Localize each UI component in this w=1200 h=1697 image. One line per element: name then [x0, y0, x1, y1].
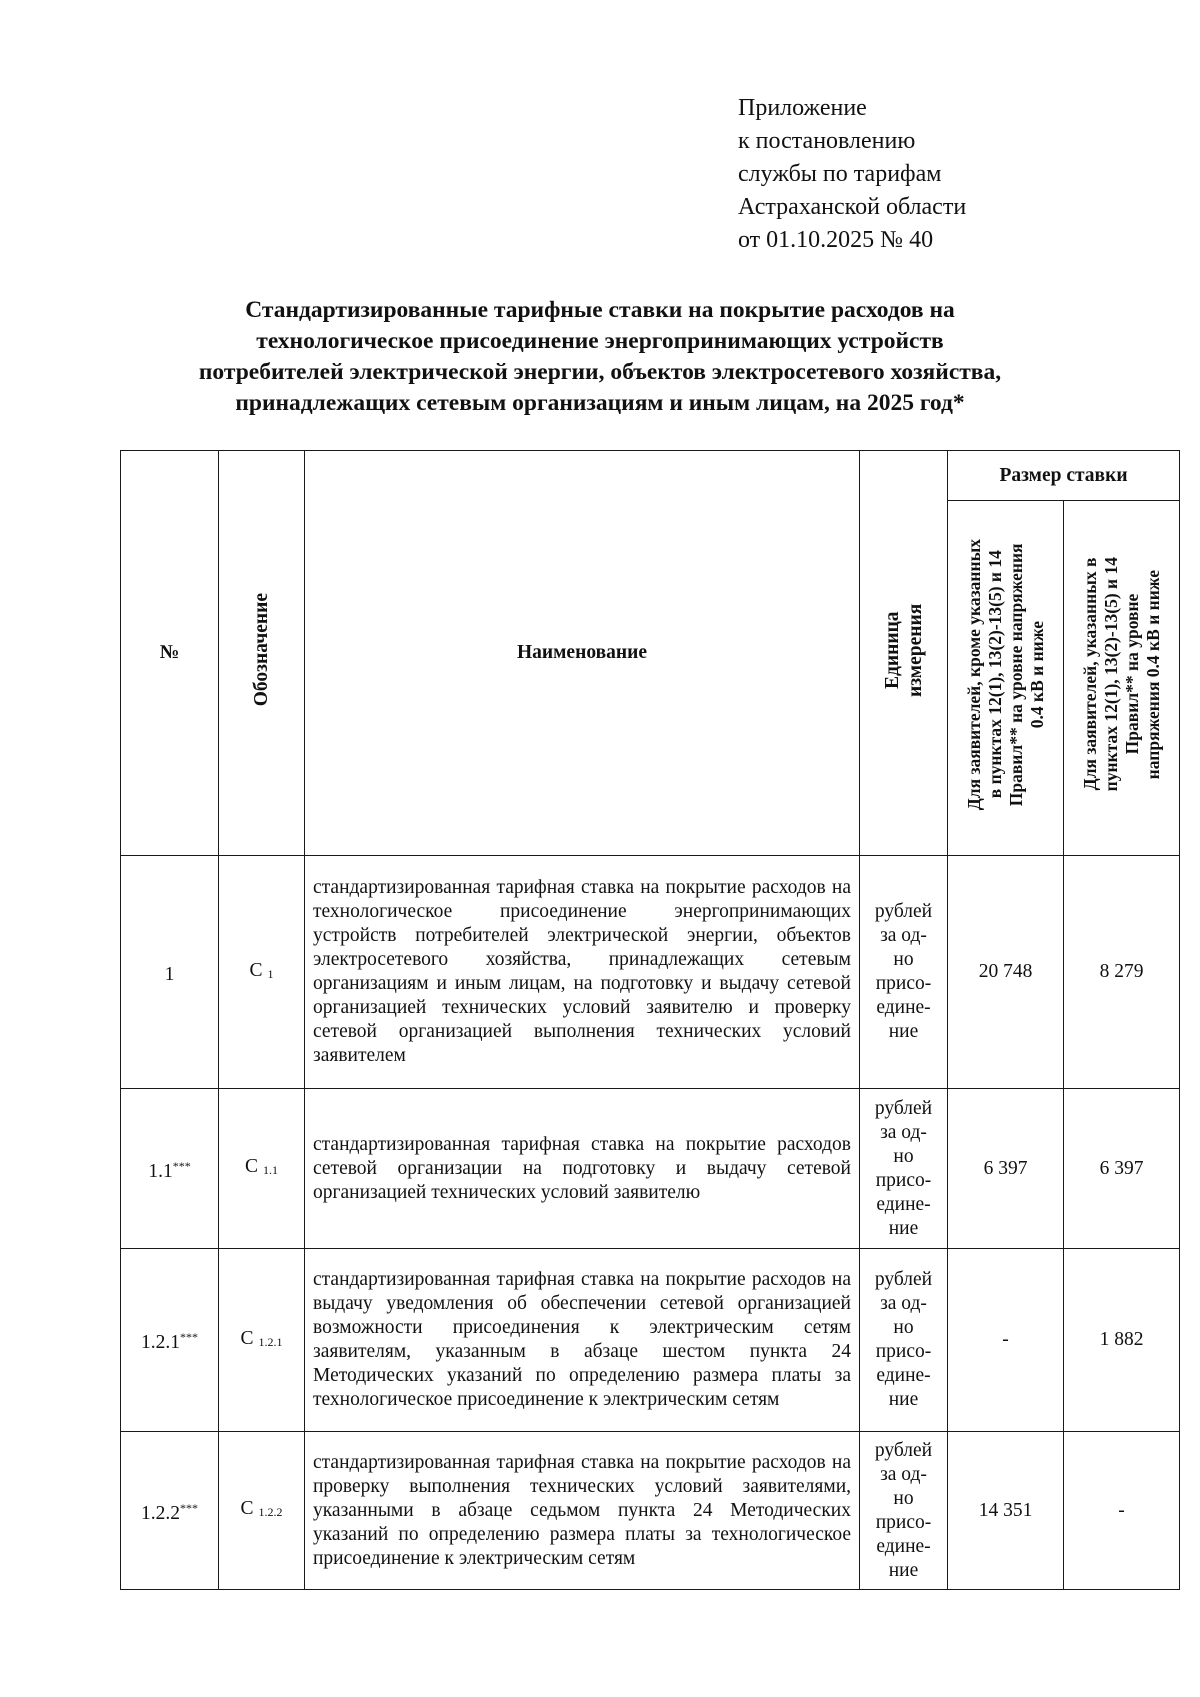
header-unit: Единица измерения [860, 451, 948, 856]
appendix-line: к постановлению [738, 128, 916, 154]
row-rate-2: 8 279 [1064, 856, 1180, 1089]
row-rate-1: 20 748 [948, 856, 1064, 1089]
header-rate-2-line: Для заявителей, указанных в [1079, 558, 1100, 791]
row-unit: рублей за од- но присо- едине- ние [860, 1089, 948, 1249]
row-name: стандартизированная тарифная ставка на покрытие расходов на выдачу уведомления об обеспечении сетевой организацией возможности присоединения к электрическим сетям заявителям, указанным в абзаце шестом пункта 24 Методических указаний по определению размера платы за технологическое присоединение к электрическим сетям [305, 1249, 860, 1432]
table-row [121, 1089, 1180, 1249]
header-rate-2-line: Правил** на уровне [1121, 594, 1142, 755]
table-row [121, 1432, 1180, 1590]
row-unit: рублей за од- но присо- едине- ние [860, 856, 948, 1089]
header-name: Наименование [305, 451, 860, 856]
row-num: 1.2.1*** [121, 1249, 219, 1432]
row-name: стандартизированная тарифная ставка на покрытие расходов на технологическое присоединение энергопринимающих устройств потребителей электрической энергии, объектов электросетевого хозяйства, принадлежащих сетевым организациям и иным лицам, на подготовку и выдачу сетевой организацией технических условий заявителю и проверку сетевой организацией выполнения технических условий заявителем [305, 856, 860, 1089]
title-line: Стандартизированные тарифные ставки на покрытие расходов на [245, 297, 955, 323]
header-rate-1-line: Для заявителей, кроме указанных [963, 538, 984, 811]
row-code: С $_{1.2.2}$ [219, 1432, 305, 1590]
document-title [150, 295, 1050, 419]
header-rate-1 [948, 501, 1064, 856]
appendix-line: от 01.10.2025 № 40 [738, 227, 934, 253]
appendix-line: службы по тарифам [738, 161, 942, 187]
row-code: С $_{1.1}$ [219, 1089, 305, 1249]
row-rate-1: - [948, 1249, 1064, 1432]
header-rate-1-line: Правил** на уровне напряжения [1005, 543, 1026, 806]
header-rate-group: Размер ставки [948, 451, 1180, 501]
row-rate-2: - [1064, 1432, 1180, 1590]
header-code: Обозначение [219, 451, 305, 856]
row-unit: рублей за од- но присо- едине- ние [860, 1432, 948, 1590]
row-name: стандартизированная тарифная ставка на покрытие расходов сетевой организации на подготовку и выдачу сетевой организацией технических условий заявителю [305, 1089, 860, 1249]
table-row [121, 856, 1180, 1089]
row-code: С $_1$ [219, 856, 305, 1089]
header-rate-1-line: 0.4 кВ и ниже [1026, 620, 1047, 729]
row-rate-2: 1 882 [1064, 1249, 1180, 1432]
row-num: 1 [121, 856, 219, 1089]
row-unit: рублей за од- но присо- едине- ние [860, 1249, 948, 1432]
row-code: С $_{1.2.1}$ [219, 1249, 305, 1432]
title-line: принадлежащих сетевым организациям и иным лицам, на 2025 год* [235, 390, 965, 416]
header-rate-1-line: в пунктах 12(1), 13(2)-13(5) и 14 [984, 550, 1005, 799]
header-num: № [121, 451, 219, 856]
row-rate-2: 6 397 [1064, 1089, 1180, 1249]
appendix-line: Астраханской области [738, 194, 967, 220]
tariff-table [120, 450, 1180, 1590]
header-rate-2-line: пунктах 12(1), 13(2)-13(5) и 14 [1100, 557, 1121, 792]
title-line: потребителей электрической энергии, объектов электросетевого хозяйства, [198, 359, 1002, 385]
row-rate-1: 14 351 [948, 1432, 1064, 1590]
row-num: 1.1*** [121, 1089, 219, 1249]
table-row [121, 1249, 1180, 1432]
appendix-line: Приложение [738, 95, 867, 121]
header-rate-2-line: напряжения 0.4 кВ и ниже [1142, 569, 1163, 780]
row-rate-1: 6 397 [948, 1089, 1064, 1249]
appendix-block [738, 92, 1138, 257]
header-rate-2 [1064, 501, 1180, 856]
row-name: стандартизированная тарифная ставка на покрытие расходов на проверку выполнения технических условий заявителями, указанными в абзаце седьмом пункта 24 Методических указаний по определению размера платы за технологическое присоединение к электрическим сетям [305, 1432, 860, 1590]
row-num: 1.2.2*** [121, 1432, 219, 1590]
title-line: технологическое присоединение энергопринимающих устройств [256, 328, 944, 354]
